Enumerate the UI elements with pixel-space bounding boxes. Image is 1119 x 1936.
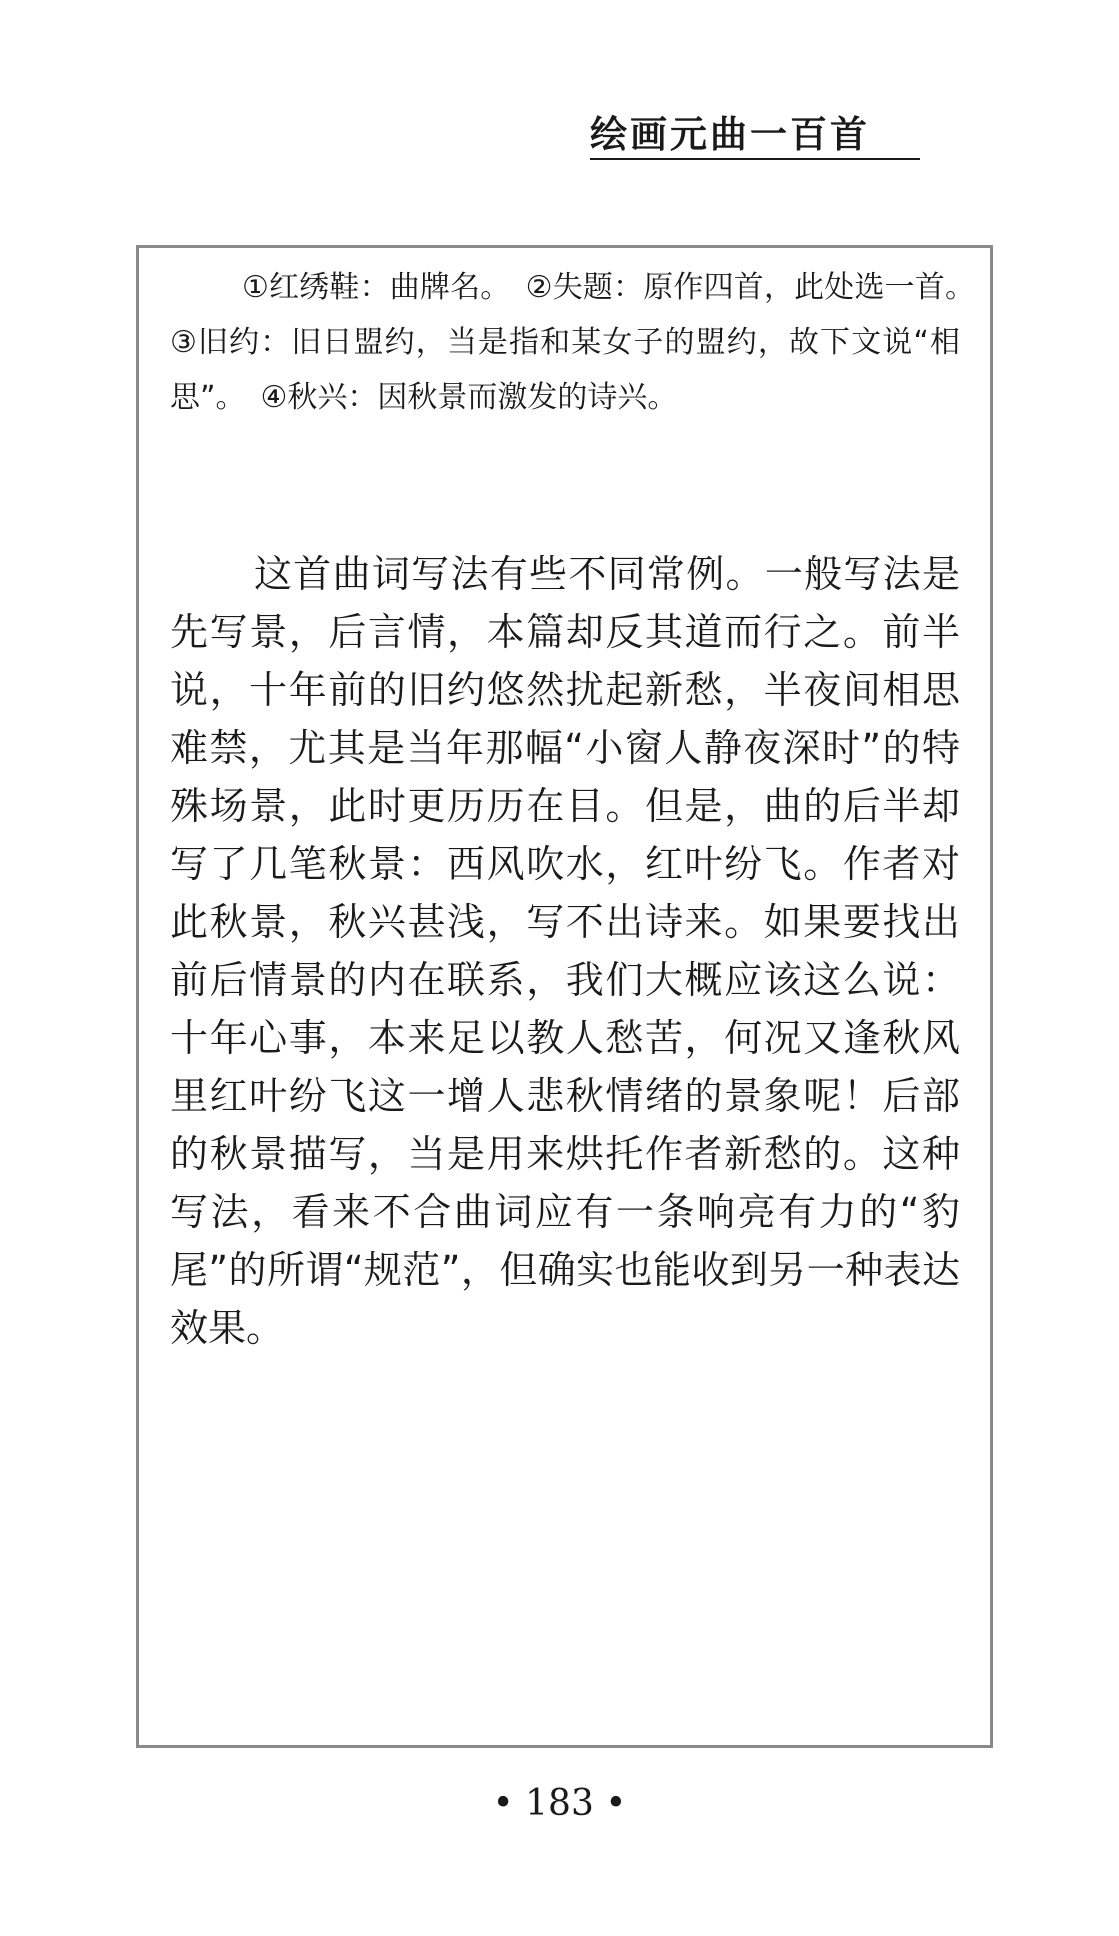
notes-paragraph: ①红绣鞋：曲牌名。 ②失题：原作四首，此处选一首。 ③旧约：旧日盟约，当是指和某女子的盟约，故下文说“相思”。 ④秋兴：因秋景而激发的诗兴。 [170,270,990,415]
page-number: • 183 • [492,1783,627,1824]
commentary-section [170,545,960,1357]
running-header-title: 绘画元曲一百首 [590,112,920,160]
commentary-paragraph: 这首曲词写法有些不同常例。一般写法是先写景，后言情，本篇却反其道而行之。前半说，十年前的旧约悠然扰起新愁，半夜间相思难禁，尤其是当年那幅“小窗人静夜深时”的特殊场景，此时更历历在目。但是，曲的后半却写了几笔秋景：西风吹水，红叶纷飞。作者对此秋景，秋兴甚浅，写不出诗来。如果要找出前后情景的内在联系，我们大概应该这么说：十年心事，本来足以教人愁苦，何况又逢秋风里红叶纷飞这一增人悲秋情绪的景象呢！后部的秋景描写，当是用来烘托作者新愁的。这种写法，看来不合曲词应有一条响亮有力的“豹尾”的所谓“规范”，但确实也能收到另一种表达效果。 [170,552,960,1350]
annotation-notes [170,260,990,425]
